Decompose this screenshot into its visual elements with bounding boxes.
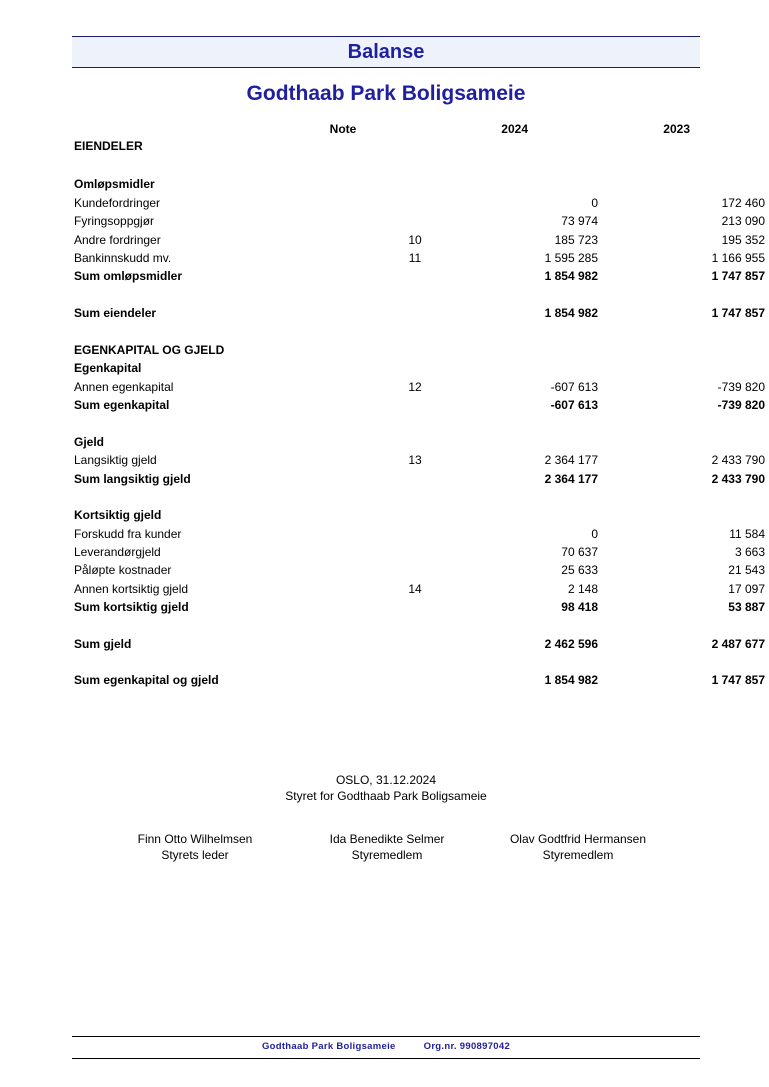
page-footer [72,1041,700,1052]
row-value-2023: 213 090 [721,214,765,228]
row-value-2024: 1 595 285 [544,251,598,265]
table-row [72,527,765,545]
total-row [72,637,765,655]
footer-org-number: Org.nr. 990897042 [423,1041,511,1052]
subtotal-row [72,472,765,490]
row-label: Sum gjeld [74,637,132,651]
row-note: 10 [408,233,422,247]
group-heading [72,508,700,526]
signer-role: Styremedlem [351,848,423,862]
row-label: Sum omløpsmidler [74,269,183,283]
place-date: OSLO, 31.12.2024 [335,773,437,787]
signer [95,831,295,863]
row-label: Forskudd fra kunder [74,527,182,541]
subtotal-row [72,600,765,618]
row-value-2024: -607 613 [550,398,598,412]
row-value-2024: 2 148 [567,582,598,596]
note-column-header: Note [329,122,357,136]
table-row [72,233,765,251]
page-title: Balanse [347,41,425,63]
row-value-2024: 2 364 177 [544,453,598,467]
row-value-2024: 2 462 596 [544,637,598,651]
signer-role: Styremedlem [542,848,614,862]
row-label: Fyringsoppgjør [74,214,155,228]
row-value-2023: 17 097 [728,582,765,596]
row-value-2023: 1 747 857 [711,673,765,687]
row-label: Sum egenkapital [74,398,170,412]
row-value-2023: 3 663 [734,545,765,559]
row-value-2023: 11 584 [729,527,765,541]
row-label: Sum egenkapital og gjeld [74,673,219,687]
row-note: 14 [408,582,422,596]
row-value-2024: 0 [591,196,598,210]
row-value-2024: 0 [591,527,598,541]
row-label: Kundefordringer [74,196,161,210]
row-value-2024: 1 854 982 [544,673,598,687]
row-value-2023: 2 433 790 [711,453,765,467]
row-label: Omløpsmidler [74,177,155,191]
signer-name: Olav Godtfrid Hermansen [509,832,647,846]
row-label: Sum langsiktig gjeld [74,472,191,486]
row-value-2024: 2 364 177 [544,472,598,486]
signer-role: Styrets leder [161,848,229,862]
row-value-2023: 1 747 857 [711,269,765,283]
total-row [72,306,765,324]
row-note: 13 [408,453,422,467]
row-note: 11 [408,251,422,265]
row-label: Annen egenkapital [74,380,174,394]
signer [287,831,487,863]
title-band [72,36,700,68]
row-label: Bankinnskudd mv. [74,251,172,265]
row-value-2023: 2 487 677 [711,637,765,651]
row-label: Langsiktig gjeld [74,453,157,467]
row-value-2023: 21 543 [728,563,765,577]
row-value-2024: 73 974 [561,214,598,228]
table-row [72,563,765,581]
row-value-2024: 70 637 [561,545,598,559]
row-note: 12 [408,380,422,394]
table-row [72,453,765,471]
table-row [72,380,765,398]
row-value-2023: 53 887 [728,600,765,614]
total-row [72,673,765,691]
row-value-2023: 2 433 790 [711,472,765,486]
section-heading [72,139,700,157]
row-value-2024: 98 418 [561,600,598,614]
table-row [72,545,765,563]
board-line: Styret for Godthaab Park Boligsameie [285,789,487,803]
group-heading [72,361,700,379]
year-2023-column-header: 2023 [663,122,690,136]
row-label: EGENKAPITAL OG GJELD [74,343,225,357]
signer-name: Ida Benedikte Selmer [329,832,445,846]
row-value-2023: 195 352 [721,233,765,247]
row-value-2024: -607 613 [550,380,598,394]
table-row [72,582,765,600]
signer [478,831,678,863]
footer-divider-bottom [72,1058,700,1059]
row-value-2023: 1 166 955 [711,251,765,265]
row-label: Egenkapital [74,361,142,375]
row-label: Sum eiendeler [74,306,157,320]
section-heading [72,343,700,361]
table-row [72,251,765,269]
row-value-2023: 1 747 857 [711,306,765,320]
row-label: Leverandørgjeld [74,545,161,559]
footer-org-name: Godthaab Park Boligsameie [261,1041,396,1052]
row-value-2024: 25 633 [561,563,598,577]
group-heading [72,435,700,453]
row-value-2024: 1 854 982 [544,269,598,283]
row-value-2024: 1 854 982 [544,306,598,320]
signer-name: Finn Otto Wilhelmsen [137,832,253,846]
year-2024-column-header: 2024 [501,122,528,136]
row-label: Andre fordringer [74,233,161,247]
table-row [72,214,765,232]
row-label: Gjeld [74,435,105,449]
row-value-2023: -739 820 [717,398,765,412]
row-label: Kortsiktig gjeld [74,508,162,522]
row-value-2023: -739 820 [717,380,765,394]
table-row [72,196,765,214]
organization-name: Godthaab Park Boligsameie [246,82,526,105]
subtotal-row [72,398,765,416]
subtotal-row [72,269,765,287]
row-label: Annen kortsiktig gjeld [74,582,189,596]
footer-divider-top [72,1036,700,1037]
group-heading [72,177,700,195]
row-value-2023: 172 460 [721,196,765,210]
row-label: Påløpte kostnader [74,563,172,577]
row-label: Sum kortsiktig gjeld [74,600,189,614]
row-value-2024: 185 723 [554,233,598,247]
row-label: EIENDELER [74,139,143,153]
